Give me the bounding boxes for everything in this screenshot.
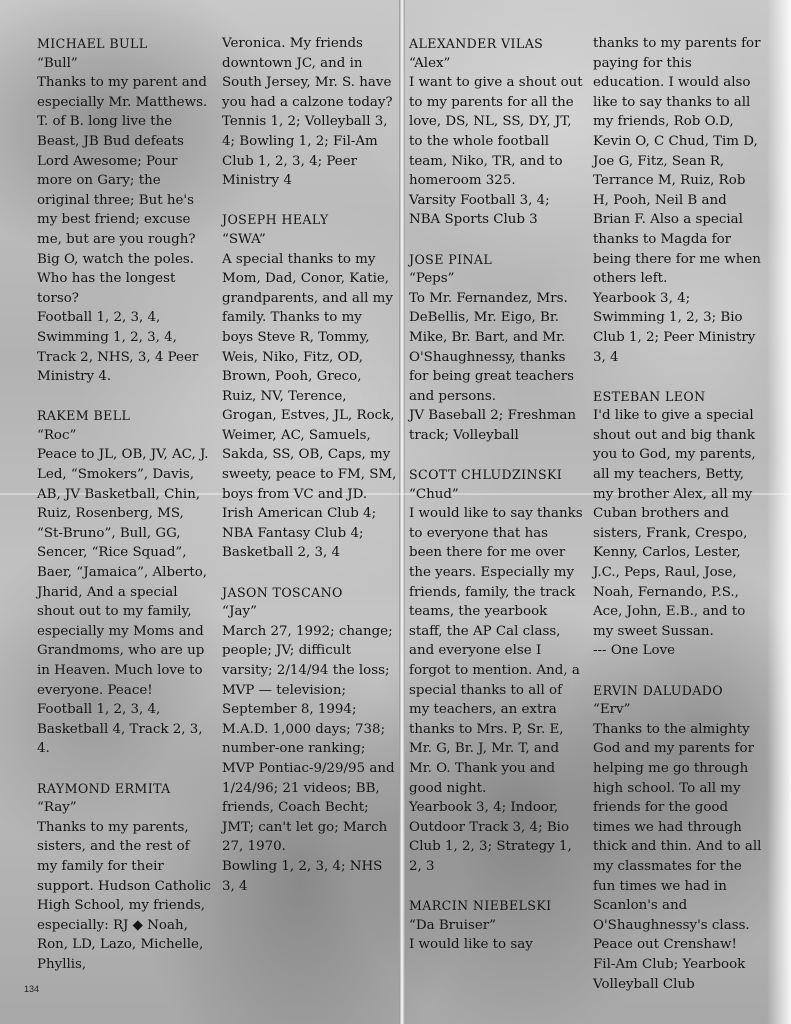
senior-nickname: “Peps” (409, 271, 455, 287)
senior-activities: Irish American Club 4; NBA Fantasy Club 4; Basketball 2, 3, 4 (222, 506, 377, 561)
senior-name: MICHAEL BULL (37, 36, 148, 51)
column-3 (409, 34, 583, 955)
page-fold (399, 0, 405, 1024)
senior-nickname: “Roc” (37, 427, 77, 443)
senior-activities: Bowling 1, 2, 3, 4; NHS 3, 4 (222, 858, 383, 894)
senior-message: Veronica. My friends downtown JC, and in South Jersey, Mr. S. have you had a calzone today? (222, 36, 393, 110)
entry-raymond-ermita-continued (222, 34, 397, 191)
entry-michael-bull (37, 34, 212, 387)
senior-nickname: “Bull” (37, 55, 78, 71)
senior-message: March 27, 1992; change; people; JV; difficult varsity; 2/14/94 the loss; MVP — television; September 8, 1994; M.A.D. 1,000 days; 738; number-one ranking; MVP Pontiac-9/29/95 and 1/24/96; 21 videos; BB, friends, Coach Becht; JMT; can't let go; March 27, 1970. (222, 623, 395, 855)
senior-nickname: “Da Bruiser” (409, 917, 497, 933)
senior-name: RAKEM BELL (37, 408, 131, 424)
senior-nickname: “Ray” (37, 800, 77, 816)
page-edge (767, 0, 791, 1024)
senior-nickname: “SWA” (222, 231, 266, 247)
senior-activities: Football 1, 2, 3, 4, Swimming 1, 2, 3, 4, Track 2, NHS, 3, 4 Peer Ministry 4. (37, 310, 199, 385)
senior-activities: Tennis 1, 2; Volleyball 3, 4; Bowling 1, 2; Fil-Am Club 1, 2, 3, 4; Peer Ministry 4 (222, 114, 388, 189)
entry-marcin-niebelski (409, 896, 583, 955)
senior-closing: --- One Love (593, 643, 676, 659)
entry-alexander-vilas-continued (593, 34, 763, 367)
senior-name: ERVIN DALUDADO (593, 682, 724, 698)
senior-message: I'd like to give a special shout out and big thank you to God, my parents, all my teachers, Betty, my brother Alex, all my Cuban brothers and sisters, Frank, Crespo, Kenny, Carlos, Lester, J.C., Peps, Raul, Jose, Noah, Fernando, P.S., Ace, John, E.B., and to my sweet Sussan. (593, 408, 756, 639)
entry-joseph-healy (222, 210, 397, 563)
senior-activities: JV Baseball 2; Freshman track; Volleyball (409, 408, 576, 443)
senior-nickname: “Erv” (593, 702, 631, 718)
senior-message: I would like to say thanks to everyone that has been there for me over the years. Especially my friends, family, the track teams, the yearbook staff, the AP Cal class, and everyone else I forgot to mention. And, a special thanks to all of my teachers, an extra thanks to Mrs. P, Sr. E, Mr. G, Br. J, Mr. T, and Mr. O. Thank you and good night. (409, 506, 583, 796)
senior-message: A special thanks to my Mom, Dad, Conor, Katie, grandparents, and all my family. Thanks to my boys Steve R, Tommy, Weis, Niko, Fitz, OD, Brown, Pooh, Greco, Ruiz, NV, Terence, Grogan, Estves, JL, Rock, Weimer, AC, Samuels, Sakda, SS, OB, Caps, my sweety, peace to FM, SM, boys from VC and JD. (222, 251, 397, 502)
senior-nickname: “Alex” (409, 55, 451, 71)
senior-name: ALEXANDER VILAS (409, 36, 544, 51)
senior-activities: Football 1, 2, 3, 4, Basketball 4, Track 2, 3, 4. (37, 702, 203, 757)
senior-name: JOSEPH HEALY (222, 212, 329, 228)
senior-message: thanks to my parents for paying for this education. I would also like to say thanks to all my friends, Rob O.D, Kevin O, C Chud, Tim D, Joe G, Fitz, Sean R, Terrance M, Ruiz, Rob H, Pooh, Neil B and Brian F. Also a special thanks to Magda for being there for me when others left. (593, 36, 761, 287)
senior-nickname: “Chud” (409, 486, 459, 502)
entry-scott-chludzinski (409, 465, 583, 876)
senior-name: JASON TOSCANO (222, 584, 343, 600)
senior-name: SCOTT CHLUDZINSKI (409, 467, 563, 483)
page-number: 134 (24, 984, 40, 994)
senior-message: I want to give a shout out to my parents for all the love, DS, NL, SS, DY, JT, to the whole football team, Niko, TR, and to homeroom 325. (409, 75, 583, 189)
senior-message: Thanks to my parent and especially Mr. Matthews. T. of B. long live the Beast, JB Bud defeats Lord Awesome; Pour more on Gary; the original three; But he's my best friend; excuse me, but are you rough? Big O, watch the poles. Who has the longest torso? (37, 75, 208, 306)
entry-esteban-leon (593, 387, 763, 661)
senior-message: To Mr. Fernandez, Mrs. DeBellis, Mr. Eigo, Br. Mike, Br. Bart, and Mr. O'Shaughnessy, thanks for being great teachers and persons. (409, 290, 575, 404)
column-4 (593, 34, 763, 994)
senior-message: Peace to JL, OB, JV, AC, J. Led, “Smokers”, Davis, AB, JV Basketball, Chin, Ruiz, Rosenberg, MS, “St-Bruno”, Bull, GG, Sencer, “Rice Squad”, Baer, “Jamaica”, Alberto, Jharid, And a special shout out to my family, especially my Moms and Grandmoms, who are up in Heaven. Much love to everyone. Peace! (37, 447, 209, 698)
entry-ervin-daludado (593, 681, 763, 995)
senior-activities: Fil-Am Club; Yearbook Volleyball Club (593, 956, 746, 992)
senior-nickname: “Jay” (222, 604, 257, 620)
senior-activities: Yearbook 3, 4; Indoor, Outdoor Track 3, 4; Bio Club 1, 2, 3; Strategy 1, 2, 3 (409, 800, 572, 874)
senior-message: Thanks to my parents, sisters, and the rest of my family for their support. Hudson Catholic High School, my friends, especially: RJ ◆ Noah, Ron, LD, Lazo, Michelle, Phyllis, (37, 819, 212, 972)
entry-rakem-bell (37, 406, 212, 759)
entry-alexander-vilas (409, 34, 583, 230)
entry-jose-pinal (409, 250, 583, 446)
senior-activities: Varsity Football 3, 4; NBA Sports Club 3 (409, 192, 550, 228)
senior-name: JOSE PINAL (409, 251, 493, 267)
senior-message: Thanks to the almighty God and my parents for helping me go through high school. To all my friends for the good times we had through thick and thin. And to all my classmates for the fun times we had in Scanlon's and O'Shaughnessy's class. Peace out Crenshaw! (593, 721, 762, 953)
senior-name: MARCIN NIEBELSKI (409, 898, 552, 914)
column-1 (37, 34, 212, 975)
column-2 (222, 34, 397, 896)
entry-raymond-ermita (37, 779, 212, 975)
senior-message: I would like to say (409, 937, 533, 953)
senior-name: ESTEBAN LEON (593, 388, 706, 404)
senior-name: RAYMOND ERMITA (37, 780, 171, 796)
entry-jason-toscano (222, 583, 397, 897)
senior-activities: Yearbook 3, 4; Swimming 1, 2, 3; Bio Club 1, 2; Peer Ministry 3, 4 (593, 290, 756, 365)
